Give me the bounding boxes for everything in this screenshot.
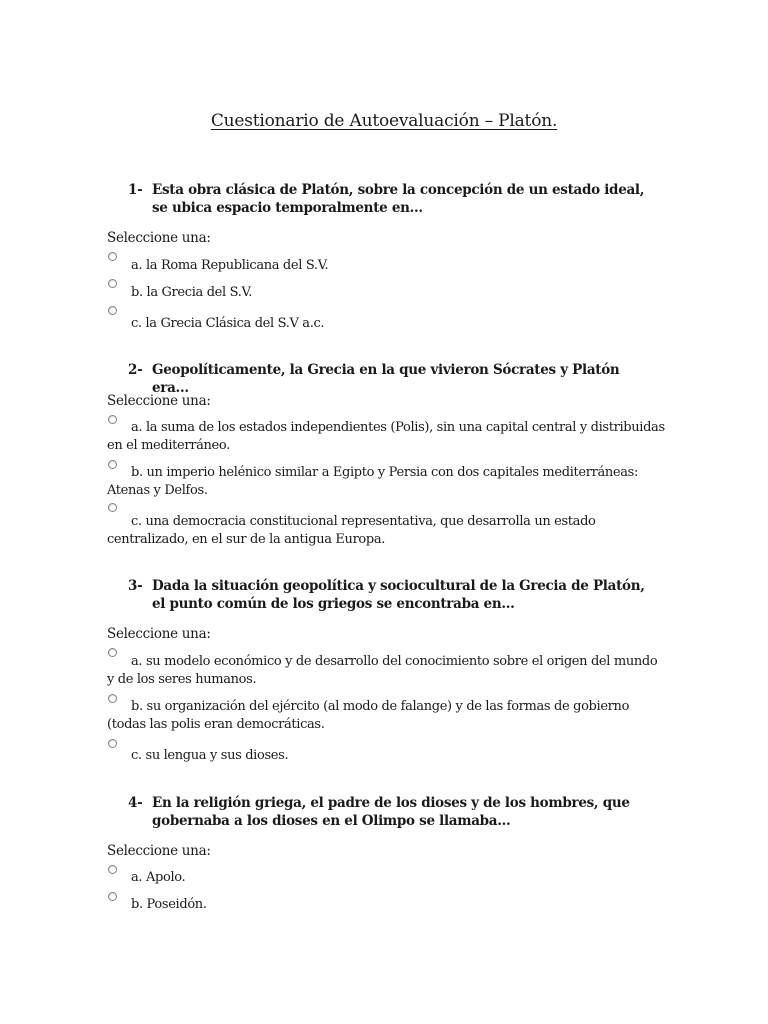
select-label: Seleccione una:	[107, 393, 211, 409]
option-q3-c[interactable]	[107, 747, 667, 765]
option-label: c. su lengua y sus dioses.	[131, 748, 289, 763]
question-4	[128, 794, 648, 830]
radio-q1-c[interactable]	[108, 306, 117, 315]
question-3	[128, 577, 648, 613]
option-label: b. Poseidón.	[131, 897, 207, 912]
question-number: 3-	[128, 578, 143, 594]
option-label: a. la Roma Republicana del S.V.	[131, 258, 329, 273]
option-label: b. su organización del ejército (al modo de falange) y de las formas de gobierno (todas las polis eran democráticas.	[107, 699, 630, 732]
option-label: c. la Grecia Clásica del S.V a.c.	[131, 316, 325, 331]
option-label: c. una democracia constitucional representativa, que desarrolla un estado centralizado, en el sur de la antigua Europa.	[107, 514, 596, 547]
option-q4-b[interactable]	[107, 896, 667, 914]
option-q3-a[interactable]	[107, 653, 667, 689]
select-label: Seleccione una:	[107, 230, 211, 246]
page-title: Cuestionario de Autoevaluación – Platón.	[210, 111, 558, 131]
option-label: b. un imperio helénico similar a Egipto y Persia con dos capitales mediterráneas: Atenas y Delfos.	[107, 465, 638, 498]
option-label: b. la Grecia del S.V.	[131, 285, 253, 300]
option-label: a. Apolo.	[131, 870, 186, 885]
option-q1-c[interactable]	[107, 315, 667, 333]
question-number: 1-	[128, 182, 143, 198]
option-q2-b[interactable]	[107, 464, 667, 500]
option-q2-c[interactable]	[107, 513, 667, 549]
select-label: Seleccione una:	[107, 626, 211, 642]
option-q4-a[interactable]	[107, 869, 667, 887]
question-1	[128, 181, 648, 217]
option-q3-b[interactable]	[107, 698, 667, 734]
option-q1-a[interactable]	[107, 257, 667, 275]
question-2	[128, 361, 648, 397]
option-q2-a[interactable]	[107, 419, 667, 455]
select-label: Seleccione una:	[107, 843, 211, 859]
question-text: Dada la situación geopolítica y sociocultural de la Grecia de Platón, el punto común de los griegos se encontraba en...	[152, 578, 645, 612]
option-label: a. la suma de los estados independientes (Polis), sin una capital central y distribuidas en el mediterráneo.	[107, 420, 665, 453]
question-number: 4-	[128, 795, 143, 811]
question-text: Esta obra clásica de Platón, sobre la concepción de un estado ideal, se ubica espacio temporalmente en...	[152, 182, 645, 216]
question-text: En la religión griega, el padre de los dioses y de los hombres, que gobernaba a los dioses en el Olimpo se llamaba...	[152, 795, 630, 829]
radio-q2-c[interactable]	[108, 503, 117, 512]
question-text: Geopolíticamente, la Grecia en la que vivieron Sócrates y Platón era...	[152, 362, 620, 396]
option-label: a. su modelo económico y de desarrollo del conocimiento sobre el origen del mundo y de los seres humanos.	[107, 654, 658, 687]
question-number: 2-	[128, 362, 143, 378]
option-q1-b[interactable]	[107, 284, 667, 302]
